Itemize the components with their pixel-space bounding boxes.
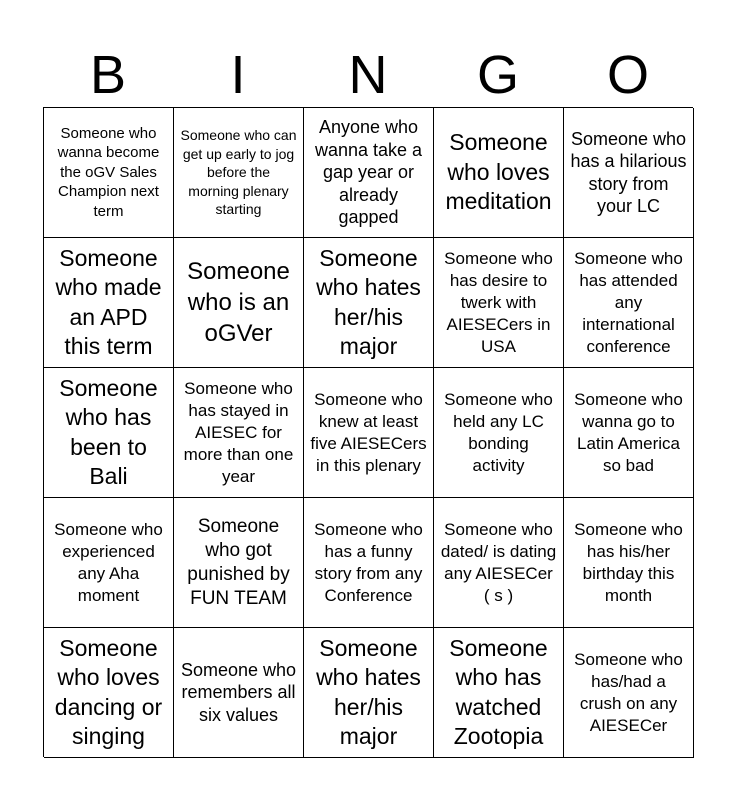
bingo-cell-text: Someone who held any LC bonding activity — [444, 389, 553, 475]
bingo-cell-r1c5[interactable] — [564, 108, 694, 238]
bingo-cell-text: Someone who can get up early to jog before the morning plenary starting — [180, 127, 297, 218]
bingo-cell-text: Someone who made an APD this term — [55, 244, 162, 359]
bingo-cell-text: Someone who has stayed in AIESEC for more than one year — [183, 378, 294, 486]
bingo-cell-r5c2[interactable] — [174, 628, 304, 758]
bingo-cell-r2c3[interactable] — [304, 238, 434, 368]
bingo-cell-text: Someone who dated/ is dating any AIESECer ( s ) — [440, 519, 557, 605]
header-letter-i: I — [230, 45, 246, 105]
bingo-cell-r3c3[interactable] — [304, 368, 434, 498]
bingo-cell-text: Someone who knew at least five AIESECers in this plenary — [310, 389, 427, 475]
bingo-cell-text: Someone who hates her/his major — [316, 634, 421, 749]
bingo-cell-r1c2[interactable] — [174, 108, 304, 238]
bingo-cell-text: Someone who got punished by FUN TEAM — [187, 515, 290, 609]
bingo-cell-text: Someone who loves meditation — [445, 129, 552, 215]
bingo-cell-text: Someone who has/had a crush on any AIESECer — [574, 649, 683, 735]
bingo-cell-r2c1[interactable] — [44, 238, 174, 368]
bingo-cell-r2c4[interactable] — [434, 238, 564, 368]
bingo-cell-r5c5[interactable] — [564, 628, 694, 758]
bingo-cell-r5c3[interactable] — [304, 628, 434, 758]
bingo-cell-text: Anyone who wanna take a gap year or already gapped — [314, 117, 423, 228]
bingo-cell-r4c1[interactable] — [44, 498, 174, 628]
bingo-cell-text: Someone who is an oGVer — [187, 258, 290, 347]
bingo-cell-r1c1[interactable] — [44, 108, 174, 238]
bingo-cell-text: Someone who has watched Zootopia — [449, 634, 548, 749]
bingo-cell-text: Someone who remembers all six values — [180, 659, 297, 725]
bingo-cell-r2c5[interactable] — [564, 238, 694, 368]
bingo-cell-r2c2[interactable] — [174, 238, 304, 368]
bingo-cell-r4c2[interactable] — [174, 498, 304, 628]
bingo-cell-text: Someone who wanna become the oGV Sales Champion next term — [57, 124, 160, 220]
bingo-cell-text: Someone who has a hilarious story from your LC — [570, 128, 687, 216]
bingo-header — [43, 44, 693, 106]
bingo-cell-text: Someone who has been to Bali — [59, 374, 158, 489]
bingo-cell-text: Someone who hates her/his major — [316, 244, 421, 359]
bingo-cell-r3c5[interactable] — [564, 368, 694, 498]
header-letter-b: B — [89, 45, 127, 105]
bingo-cell-text: Someone who loves dancing or singing — [54, 634, 163, 749]
header-letter-n: N — [348, 45, 388, 105]
bingo-card-grid — [43, 107, 693, 757]
bingo-cell-r1c4[interactable] — [434, 108, 564, 238]
bingo-cell-text: Someone who has his/her birthday this month — [574, 519, 683, 605]
bingo-cell-r5c1[interactable] — [44, 628, 174, 758]
header-letter-o: O — [606, 45, 649, 105]
bingo-cell-r4c4[interactable] — [434, 498, 564, 628]
header-letter-g: G — [476, 45, 519, 105]
bingo-cell-text: Someone who has attended any international conference — [574, 248, 683, 356]
bingo-cell-r4c3[interactable] — [304, 498, 434, 628]
bingo-cell-text: Someone who has a funny story from any Conference — [314, 519, 423, 605]
bingo-cell-r3c1[interactable] — [44, 368, 174, 498]
bingo-cell-r3c4[interactable] — [434, 368, 564, 498]
bingo-cell-r3c2[interactable] — [174, 368, 304, 498]
bingo-cell-text: Someone who experienced any Aha moment — [54, 519, 163, 605]
bingo-cell-r1c3[interactable] — [304, 108, 434, 238]
bingo-cell-text: Someone who wanna go to Latin America so bad — [574, 389, 683, 475]
bingo-cell-r4c5[interactable] — [564, 498, 694, 628]
bingo-cell-text: Someone who has desire to twerk with AIESECers in USA — [444, 248, 553, 356]
bingo-cell-r5c4[interactable] — [434, 628, 564, 758]
